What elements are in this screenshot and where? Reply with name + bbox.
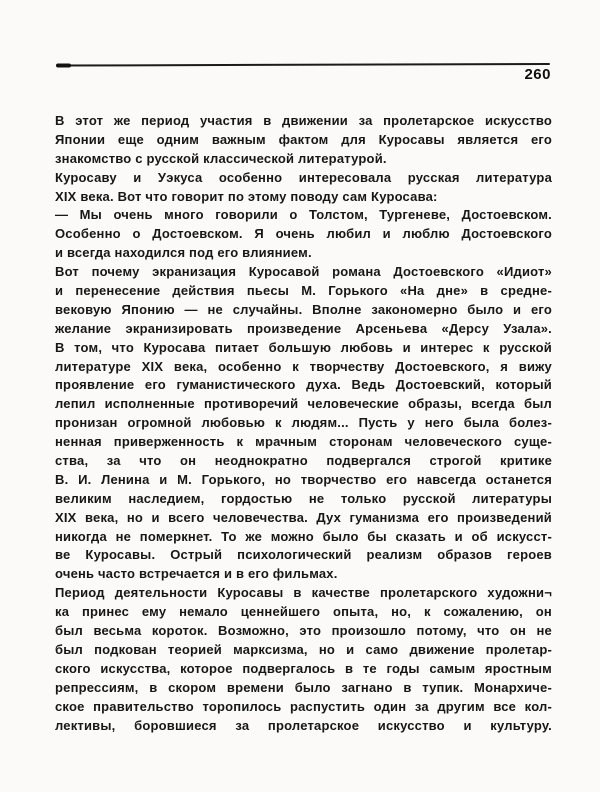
text-line: репрессиям, в скором времени было загнано в тупик. Монархиче- xyxy=(55,679,552,695)
text-line: лепил исполненные противоречий человеческие образы, всегда был xyxy=(55,396,552,412)
text-line: XIX века. Вот что говорит по этому поводу сам Куросава: xyxy=(55,188,438,204)
text-line: желание экранизировать произведение Арсеньева «Дерсу Узала». xyxy=(55,320,552,336)
text-line: Вот почему экранизация Куросавой романа Достоевского «Идиот» xyxy=(55,264,552,280)
text-line: — Мы очень много говорили о Толстом, Тургеневе, Достоевском. xyxy=(55,207,552,223)
text-line: вековую Японию — не случайны. Вполне закономерно было и его xyxy=(55,301,552,317)
text-line: Японии еще одним важным фактом для Куросавы является его xyxy=(55,131,552,147)
text-line: ка принес ему немало ценнейшего опыта, но, к сожалению, он xyxy=(55,604,552,620)
text-line: ненная приверженность к мрачным сторонам человеческого суще- xyxy=(55,434,552,450)
text-line: В. И. Ленина и М. Горького, но творчество его навсегда останется xyxy=(55,471,552,487)
text-line: был весьма короток. Возможно, это произошло потому, что он не xyxy=(55,623,552,639)
text-line: был подкован теорией марксизма, но и само движение пролетар- xyxy=(55,641,552,657)
text-line: ского искусства, которое подвергалось в те годы самым яростным xyxy=(55,660,552,676)
text-line: очень часто встречается и в его фильмах. xyxy=(55,566,338,582)
text-line: проявление его гуманистического духа. Ведь Достоевский, который xyxy=(55,377,552,393)
text-line: и всегда находился под его влиянием. xyxy=(55,245,312,261)
text-line: и перенесение действия пьесы М. Горького «На дне» в средне- xyxy=(55,283,552,299)
text-line: пронизан огромной любовью к людям... Пусть у него была болез- xyxy=(55,415,552,431)
text-line: XIX века, но и всего человечества. Дух гуманизма его произведений xyxy=(55,509,552,525)
page-number: 260 xyxy=(524,66,551,83)
text-line: ве Куросавы. Острый психологический реализм образов героев xyxy=(55,547,552,563)
text-line: ское правительство торопилось распустить один за другим все кол- xyxy=(55,698,552,714)
text-line: В том, что Куросава питает большую любовь и интерес к русской xyxy=(55,339,552,355)
text-line: литературе XIX века, особенно к творчеству Достоевского, я вижу xyxy=(55,358,552,374)
text-line: Особенно о Достоевском. Я очень любил и люблю Достоевского xyxy=(55,226,552,242)
text-line: Период деятельности Куросавы в качестве пролетарского художни¬ xyxy=(55,585,552,601)
text-line: ства, за что он неоднократно подвергался строгой критике xyxy=(55,453,552,469)
text-line: В этот же период участия в движении за пролетарское искусство xyxy=(55,113,552,128)
text-line: великим наследием, гордостью не только русской литературы xyxy=(55,490,552,506)
text-line: знакомство с русской классической литературой. xyxy=(55,150,387,166)
text-line: лективы, боровшиеся за пролетарское искусство и культуру. xyxy=(55,717,552,733)
text-line: никогда не померкнет. То же можно было бы сказать и об искусст- xyxy=(55,528,552,544)
body-text xyxy=(55,112,552,735)
text-line: Куросаву и Уэкуса особенно интересовала русская литература xyxy=(55,169,552,185)
